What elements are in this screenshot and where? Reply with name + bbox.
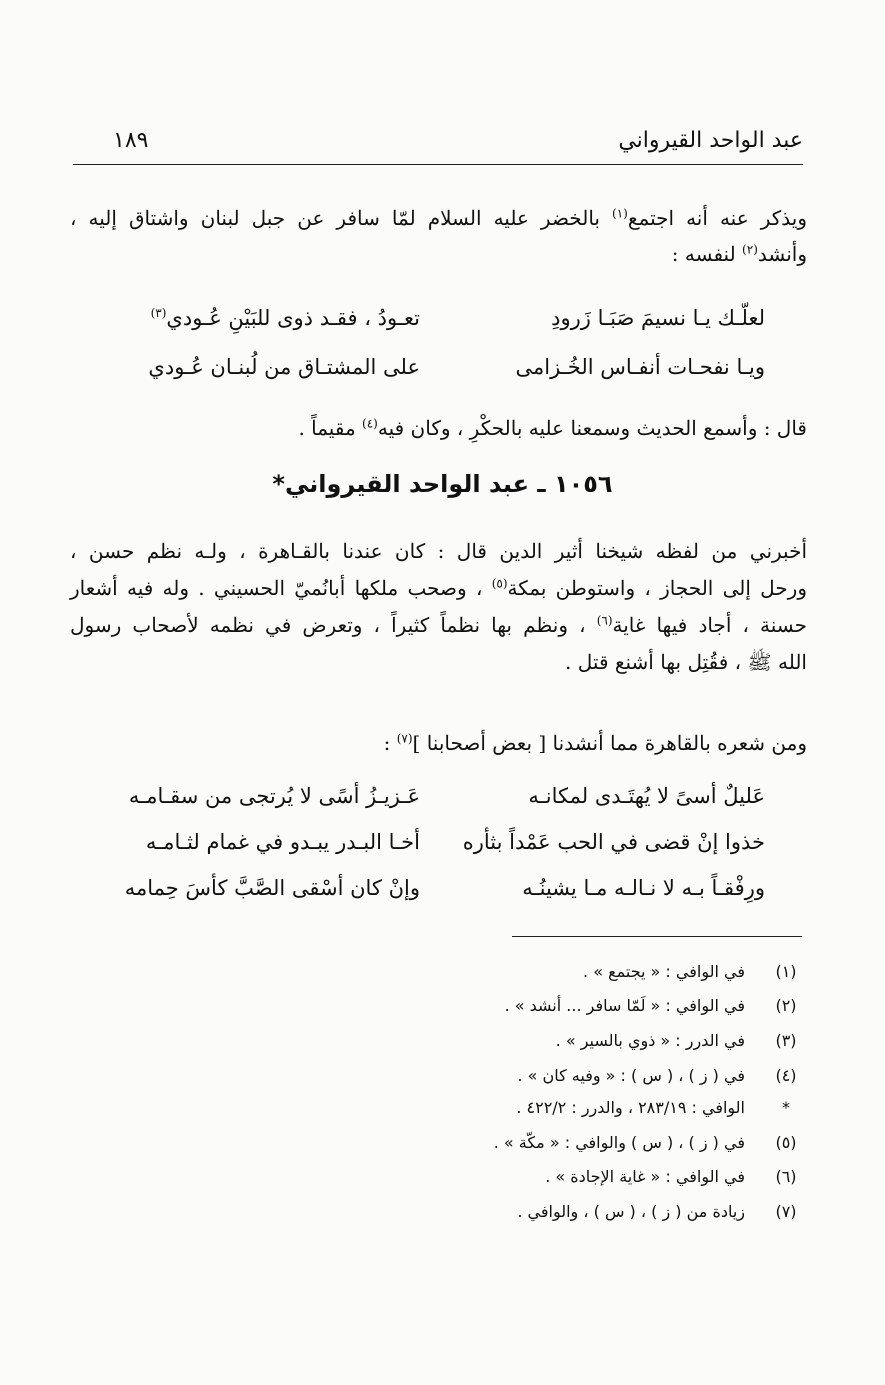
footnote-text: في ( ز ) ، ( س ) والوافي : « مكّة » .: [493, 1133, 745, 1152]
footnote-number: (٢): [775, 996, 797, 1015]
intro-paragraph: [70, 200, 807, 272]
bio-line-1: أخبرني من لفظه شيخنا أثير الدين قال : كان عندنا بالقـاهرة ، ولـه نظم حسن ،: [70, 539, 807, 563]
footnote-4: [470, 1066, 803, 1098]
intro-line-2: وأنشد$^{(٢)}$ لنفسه :: [671, 242, 807, 266]
verse-first-hemistich: لعلّـك يـا نسيمَ صَبَـا زَرودِ: [551, 306, 765, 330]
footnote-number: (١): [775, 962, 797, 981]
footnote-text: زيادة من ( ز ) ، ( س ) ، والوافي .: [517, 1202, 745, 1221]
footnote-ref-2: (٢): [742, 242, 758, 257]
footnote-number: (٤): [775, 1066, 797, 1085]
verse-first-hemistich: ورِفْقـاً بـه لا نـالـه مـا يشينُـه: [522, 876, 765, 900]
footnote-2: [470, 996, 803, 1028]
verse-1-2: [100, 355, 765, 391]
biography-paragraph: [70, 533, 807, 681]
footnote-star: [470, 1098, 803, 1130]
footnote-3: [470, 1031, 803, 1063]
verse-first-hemistich: خذوا إنْ قضى في الحب عَمْداً بثأره: [462, 830, 765, 854]
footnote-ref-7: (٧): [396, 731, 413, 746]
verse-second-hemistich: على المشتـاق من لُبنـان عُـودي: [148, 355, 420, 379]
footnote-ref-4: (٤): [362, 416, 378, 431]
footnote-text: الوافي : ٢٨٣/١٩ ، والدرر : ٤٢٢/٢ .: [516, 1098, 745, 1117]
verse-2-3: [100, 876, 765, 912]
verse-second-hemistich: وإنْ كان أسْقى الصَّبَّ كأسَ حِمامه: [124, 876, 420, 900]
bio-line-3: حسنة ، أجاد فيها غاية$^{(٦)}$ ، ونظم بها نظماً كثيراً ، وتعرض في نظمه لأصحاب رسول: [70, 613, 807, 637]
intro-line-1: ويذكر عنه أنه اجتمع$^{(١)}$ بالخضر عليه السلام لمّا سافر عن جبل لبنان واشتاق إليه ،: [70, 206, 807, 230]
footnote-ref-3: (٣): [150, 306, 167, 320]
verse-2-2: [100, 830, 765, 866]
bio-line-4: الله ﷺ ، فقُتِل بها أشنع قتل .: [565, 650, 807, 674]
page-number: ١٨٩: [113, 128, 149, 153]
verse-second-hemistich: أخـا البـدر يبـدو في غمام لثـامـه: [145, 830, 420, 854]
page-header: [73, 122, 803, 165]
footnote-ref-6: (٦): [596, 613, 613, 628]
verse-1-1: [100, 306, 765, 342]
footnote-7: [470, 1202, 803, 1234]
verse-second-hemistich: عَـزيـزُ أسًى لا يُرتجى من سقـامـه: [128, 784, 420, 808]
footnote-ref-1: (١): [612, 206, 628, 221]
footnote-number: (٧): [775, 1202, 797, 1221]
footnote-number: (٣): [775, 1031, 797, 1050]
footnote-text: في الدرر : « ذوي بالسير » .: [555, 1031, 745, 1050]
footnote-number: *: [782, 1098, 790, 1117]
qala-line: قال : وأسمع الحديث وسمعنا عليه بالحكْرِ ، وكان فيه$^{(٤)}$ مقيماً .: [298, 416, 807, 440]
verse-first-hemistich: ويـا نفحـات أنفـاس الخُـزامى: [515, 355, 765, 379]
verse-first-hemistich: عَليلٌ أسىً لا يُهتَـدى لمكانـه: [528, 784, 765, 808]
verse-second-hemistich: تعـودُ ، فقـد ذوى للبَيْنِ عُـودي$^{(٣)}$: [150, 306, 420, 330]
footnote-text: في الوافي : « لَمّا سافر ... أنشد » .: [504, 996, 745, 1015]
bio-line-2: ورحل إلى الحجاز ، واستوطن بمكة$^{(٥)}$ ، وصحب ملكها أبانُميّ الحسيني . وله فيه أشعار: [70, 576, 808, 600]
footnote-6: [470, 1167, 803, 1199]
footnote-ref-5: (٥): [491, 576, 508, 591]
footnote-separator: [512, 936, 802, 937]
footnote-5: [470, 1133, 803, 1165]
running-title: عبد الواحد القيرواني: [618, 128, 803, 153]
footnote-text: في الوافي : « غاية الإجادة » .: [545, 1167, 745, 1186]
verse-2-1: [100, 784, 765, 820]
footnote-number: (٦): [775, 1167, 797, 1186]
section-heading: ١٠٥٦ ـ عبد الواحد القيرواني*: [272, 470, 613, 498]
poetry-intro-line: ومن شعره بالقاهرة مما أنشدنا [ بعض أصحابنا ]$^{(٧)}$ :: [383, 731, 807, 755]
footnote-text: في ( ز ) ، ( س ) : « وفيه كان » .: [517, 1066, 745, 1085]
footnote-text: في الوافي : « يجتمع » .: [583, 962, 745, 981]
footnote-number: (٥): [775, 1133, 797, 1152]
footnote-1: [470, 962, 803, 994]
